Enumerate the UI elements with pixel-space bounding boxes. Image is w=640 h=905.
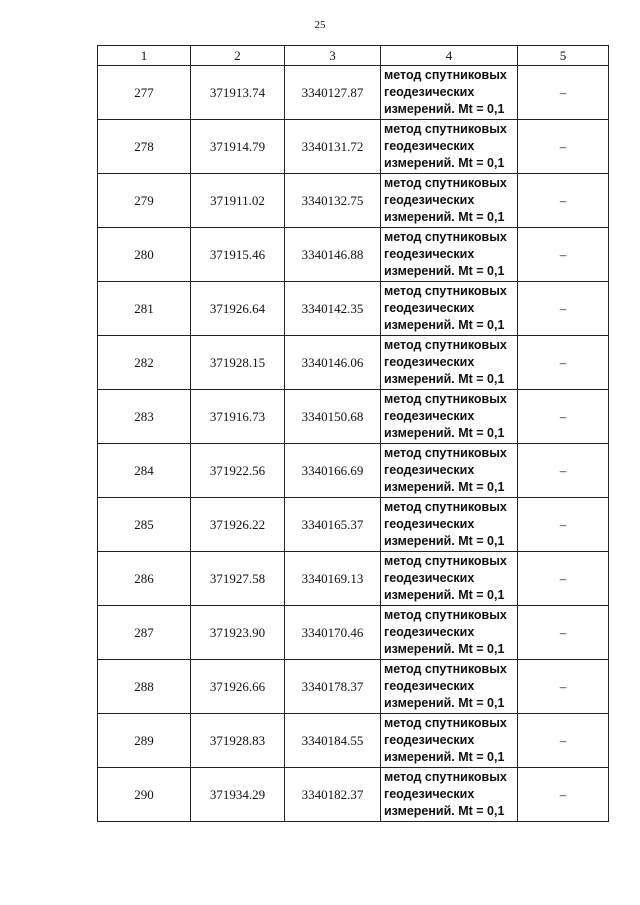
- method-line: измерений. Mt = 0,1: [384, 210, 505, 224]
- method-line: метод спутниковых: [384, 770, 507, 784]
- method-line: измерений. Mt = 0,1: [384, 264, 505, 278]
- point-number-cell: 280: [98, 228, 191, 282]
- method-cell: [381, 768, 518, 822]
- y-coordinate-cell: 3340127.87: [285, 66, 381, 120]
- x-coordinate-cell: 371926.64: [191, 282, 285, 336]
- method-line: геодезических: [384, 85, 475, 99]
- y-coordinate-cell: 3340178.37: [285, 660, 381, 714]
- table-row: [98, 660, 609, 714]
- x-coordinate-cell: 371927.58: [191, 552, 285, 606]
- method-line: метод спутниковых: [384, 176, 507, 190]
- method-cell: [381, 552, 518, 606]
- note-cell: –: [518, 228, 609, 282]
- note-cell: –: [518, 552, 609, 606]
- table-row: [98, 444, 609, 498]
- method-line: метод спутниковых: [384, 392, 507, 406]
- table-row: [98, 282, 609, 336]
- method-line: геодезических: [384, 409, 475, 423]
- table-row: [98, 552, 609, 606]
- method-line: метод спутниковых: [384, 230, 507, 244]
- method-line: метод спутниковых: [384, 68, 507, 82]
- table-row: [98, 606, 609, 660]
- y-coordinate-cell: 3340146.88: [285, 228, 381, 282]
- method-line: геодезических: [384, 787, 475, 801]
- method-cell: [381, 606, 518, 660]
- y-coordinate-cell: 3340169.13: [285, 552, 381, 606]
- table-row: [98, 390, 609, 444]
- note-cell: –: [518, 174, 609, 228]
- method-cell: [381, 444, 518, 498]
- y-coordinate-cell: 3340146.06: [285, 336, 381, 390]
- x-coordinate-cell: 371915.46: [191, 228, 285, 282]
- note-cell: –: [518, 606, 609, 660]
- x-coordinate-cell: 371926.22: [191, 498, 285, 552]
- method-line: геодезических: [384, 733, 475, 747]
- x-coordinate-cell: 371922.56: [191, 444, 285, 498]
- method-line: метод спутниковых: [384, 284, 507, 298]
- y-coordinate-cell: 3340132.75: [285, 174, 381, 228]
- method-cell: [381, 498, 518, 552]
- table-row: [98, 336, 609, 390]
- y-coordinate-cell: 3340166.69: [285, 444, 381, 498]
- x-coordinate-cell: 371911.02: [191, 174, 285, 228]
- y-coordinate-cell: 3340165.37: [285, 498, 381, 552]
- method-line: измерений. Mt = 0,1: [384, 426, 505, 440]
- method-cell: [381, 228, 518, 282]
- note-cell: –: [518, 336, 609, 390]
- method-line: измерений. Mt = 0,1: [384, 588, 505, 602]
- method-line: измерений. Mt = 0,1: [384, 156, 505, 170]
- page-number: 25: [314, 19, 326, 31]
- method-line: измерений. Mt = 0,1: [384, 750, 505, 764]
- x-coordinate-cell: 371913.74: [191, 66, 285, 120]
- method-line: геодезических: [384, 679, 475, 693]
- table-row: [98, 120, 609, 174]
- column-header: 3: [285, 46, 381, 66]
- method-line: измерений. Mt = 0,1: [384, 318, 505, 332]
- method-cell: [381, 336, 518, 390]
- method-cell: [381, 174, 518, 228]
- point-number-cell: 278: [98, 120, 191, 174]
- method-line: геодезических: [384, 571, 475, 585]
- x-coordinate-cell: 371934.29: [191, 768, 285, 822]
- column-header: 4: [381, 46, 518, 66]
- y-coordinate-cell: 3340184.55: [285, 714, 381, 768]
- method-line: метод спутниковых: [384, 662, 507, 676]
- method-line: геодезических: [384, 625, 475, 639]
- note-cell: –: [518, 660, 609, 714]
- column-header: 5: [518, 46, 609, 66]
- point-number-cell: 283: [98, 390, 191, 444]
- table-body: [98, 66, 609, 822]
- x-coordinate-cell: 371926.66: [191, 660, 285, 714]
- coordinates-table: [97, 45, 609, 822]
- column-header: 1: [98, 46, 191, 66]
- x-coordinate-cell: 371928.83: [191, 714, 285, 768]
- method-line: метод спутниковых: [384, 500, 507, 514]
- point-number-cell: 284: [98, 444, 191, 498]
- point-number-cell: 286: [98, 552, 191, 606]
- method-line: измерений. Mt = 0,1: [384, 480, 505, 494]
- method-line: измерений. Mt = 0,1: [384, 372, 505, 386]
- method-line: геодезических: [384, 301, 475, 315]
- method-line: измерений. Mt = 0,1: [384, 534, 505, 548]
- method-line: метод спутниковых: [384, 716, 507, 730]
- table-row: [98, 228, 609, 282]
- method-line: метод спутниковых: [384, 338, 507, 352]
- method-cell: [381, 714, 518, 768]
- y-coordinate-cell: 3340150.68: [285, 390, 381, 444]
- x-coordinate-cell: 371923.90: [191, 606, 285, 660]
- method-line: геодезических: [384, 193, 475, 207]
- method-line: геодезических: [384, 355, 475, 369]
- method-line: измерений. Mt = 0,1: [384, 642, 505, 656]
- method-line: геодезических: [384, 247, 475, 261]
- table-row: [98, 66, 609, 120]
- method-line: измерений. Mt = 0,1: [384, 102, 505, 116]
- note-cell: –: [518, 390, 609, 444]
- point-number-cell: 288: [98, 660, 191, 714]
- method-line: геодезических: [384, 139, 475, 153]
- y-coordinate-cell: 3340131.72: [285, 120, 381, 174]
- method-cell: [381, 660, 518, 714]
- method-line: метод спутниковых: [384, 122, 507, 136]
- method-line: геодезических: [384, 517, 475, 531]
- header-row: [98, 46, 609, 66]
- point-number-cell: 287: [98, 606, 191, 660]
- note-cell: –: [518, 768, 609, 822]
- method-line: измерений. Mt = 0,1: [384, 804, 505, 818]
- note-cell: –: [518, 66, 609, 120]
- y-coordinate-cell: 3340142.35: [285, 282, 381, 336]
- point-number-cell: 289: [98, 714, 191, 768]
- table-row: [98, 498, 609, 552]
- point-number-cell: 279: [98, 174, 191, 228]
- note-cell: –: [518, 444, 609, 498]
- point-number-cell: 277: [98, 66, 191, 120]
- point-number-cell: 285: [98, 498, 191, 552]
- y-coordinate-cell: 3340182.37: [285, 768, 381, 822]
- x-coordinate-cell: 371914.79: [191, 120, 285, 174]
- method-line: метод спутниковых: [384, 608, 507, 622]
- point-number-cell: 282: [98, 336, 191, 390]
- column-header: 2: [191, 46, 285, 66]
- table-row: [98, 768, 609, 822]
- point-number-cell: 281: [98, 282, 191, 336]
- note-cell: –: [518, 282, 609, 336]
- method-cell: [381, 66, 518, 120]
- table-header: [98, 46, 609, 66]
- method-cell: [381, 120, 518, 174]
- y-coordinate-cell: 3340170.46: [285, 606, 381, 660]
- method-line: метод спутниковых: [384, 554, 507, 568]
- method-line: измерений. Mt = 0,1: [384, 696, 505, 710]
- note-cell: –: [518, 498, 609, 552]
- table-row: [98, 174, 609, 228]
- method-cell: [381, 282, 518, 336]
- note-cell: –: [518, 120, 609, 174]
- method-cell: [381, 390, 518, 444]
- method-line: геодезических: [384, 463, 475, 477]
- x-coordinate-cell: 371928.15: [191, 336, 285, 390]
- x-coordinate-cell: 371916.73: [191, 390, 285, 444]
- note-cell: –: [518, 714, 609, 768]
- method-line: метод спутниковых: [384, 446, 507, 460]
- table-row: [98, 714, 609, 768]
- point-number-cell: 290: [98, 768, 191, 822]
